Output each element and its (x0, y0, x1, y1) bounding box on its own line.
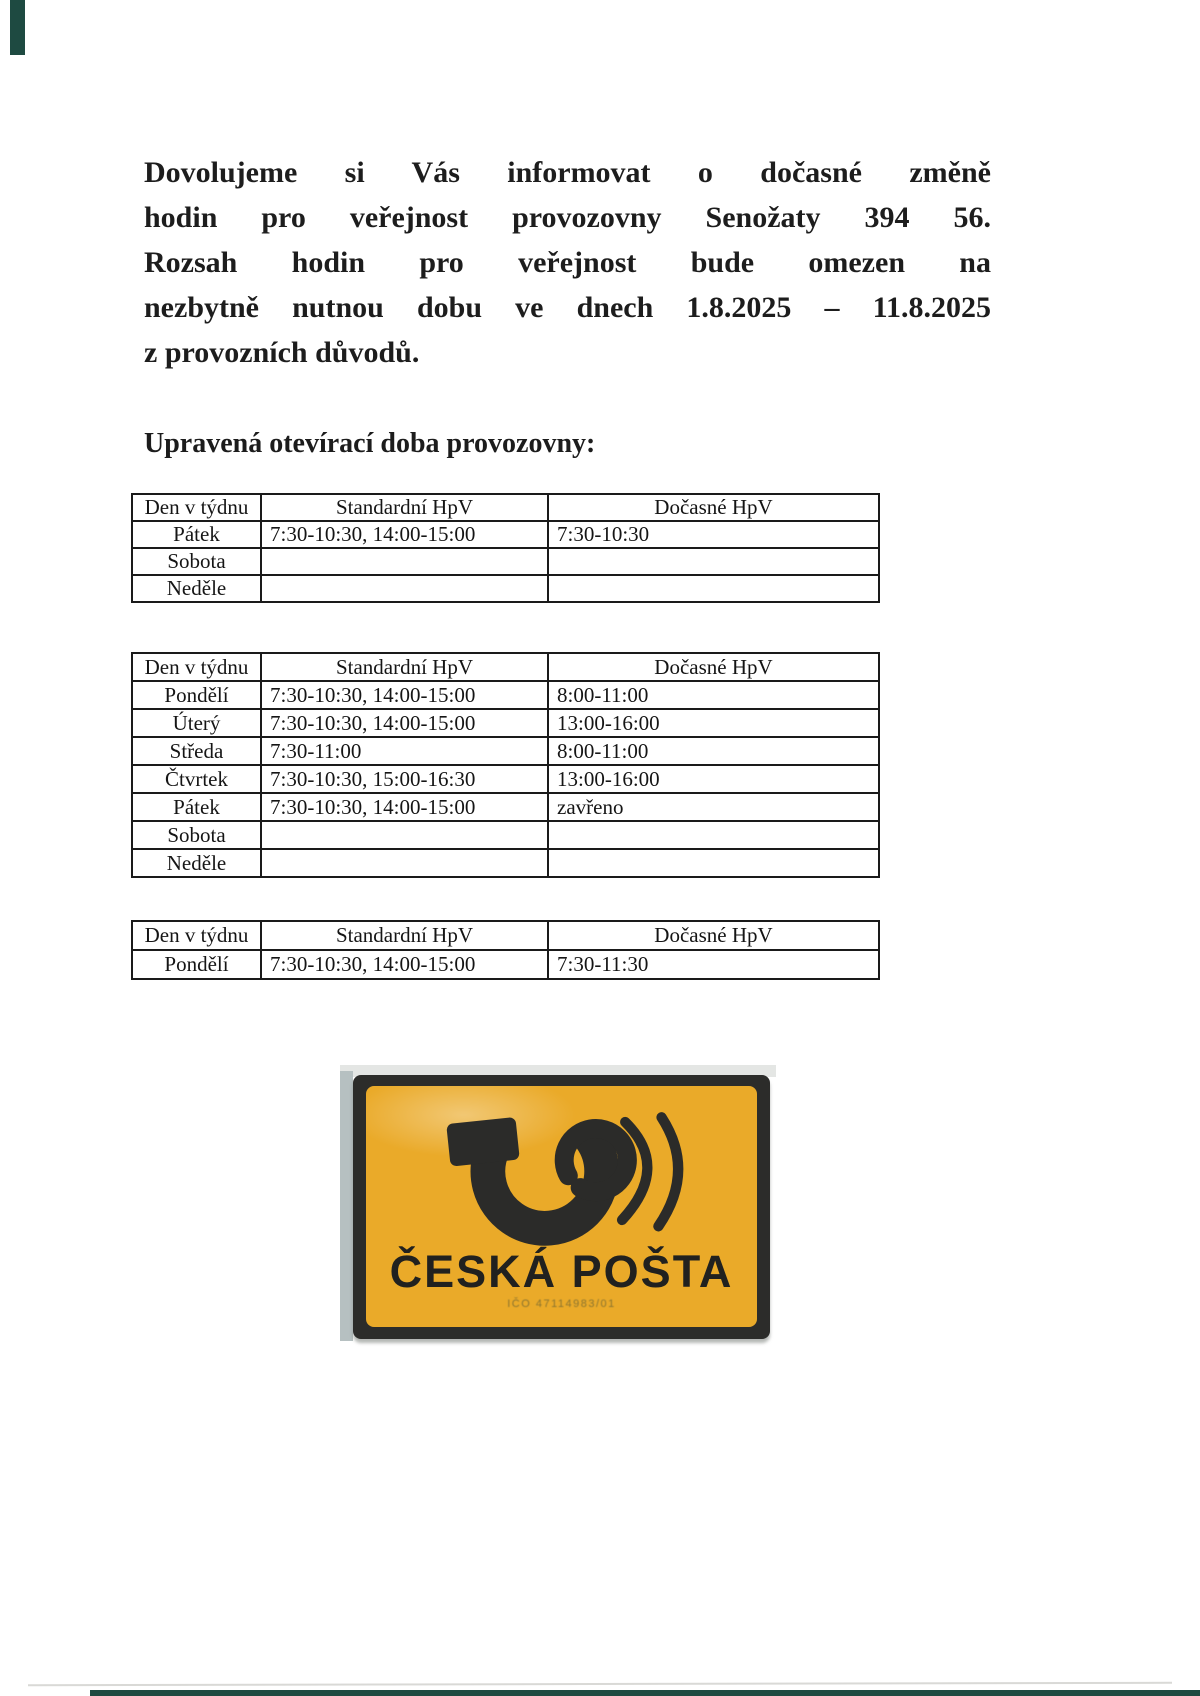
table-cell-day: Pondělí (132, 681, 261, 709)
header-standard-hpv: Standardní HpV (261, 653, 548, 681)
sign-face (366, 1086, 757, 1327)
table-cell-standard: 7:30-10:30, 14:00-15:00 (261, 521, 548, 548)
table-cell-temporary (548, 849, 879, 877)
table-cell-day: Sobota (132, 548, 261, 575)
table-cell-day: Neděle (132, 849, 261, 877)
table-row (132, 521, 879, 548)
table-cell-day: Pátek (132, 793, 261, 821)
table-cell-standard (261, 849, 548, 877)
table-cell-temporary: 7:30-10:30 (548, 521, 879, 548)
intro-line: hodin pro veřejnost provozovny Senožaty 394 56. (144, 201, 991, 234)
table-cell-temporary: 8:00-11:00 (548, 737, 879, 765)
schedule-table-friday (131, 493, 880, 603)
table-cell-standard: 7:30-11:00 (261, 737, 548, 765)
ico-text: IČO 47114983/01 (507, 1298, 616, 1310)
header-temporary-hpv: Dočasné HpV (548, 653, 879, 681)
table-row (132, 709, 879, 737)
table-header-row (132, 653, 879, 681)
table-cell-standard (261, 575, 548, 602)
intro-line: Dovolujeme si Vás informovat o dočasné změně (144, 156, 991, 189)
table-cell-temporary: 13:00-16:00 (548, 709, 879, 737)
header-temporary-hpv: Dočasné HpV (548, 494, 879, 521)
intro-line: z provozních důvodů. (144, 336, 420, 369)
table-cell-temporary: 13:00-16:00 (548, 765, 879, 793)
table-cell-standard: 7:30-10:30, 14:00-15:00 (261, 950, 548, 979)
table-row (132, 765, 879, 793)
intro-paragraph (144, 150, 991, 375)
table-row (132, 849, 879, 877)
table-row (132, 548, 879, 575)
sign-frame (353, 1075, 770, 1339)
schedule-table-monday (131, 920, 880, 980)
photo-edge-strip (340, 1071, 353, 1341)
ceska-posta-logo-photo (340, 1065, 776, 1347)
scan-artifact-bottom-line (28, 1682, 1172, 1686)
table-cell-standard: 7:30-10:30, 14:00-15:00 (261, 709, 548, 737)
header-day: Den v týdnu (132, 494, 261, 521)
table-row (132, 737, 879, 765)
table-cell-standard: 7:30-10:30, 15:00-16:30 (261, 765, 548, 793)
table-cell-standard: 7:30-10:30, 14:00-15:00 (261, 793, 548, 821)
table-header-row (132, 494, 879, 521)
header-day: Den v týdnu (132, 653, 261, 681)
table-cell-day: Neděle (132, 575, 261, 602)
header-day: Den v týdnu (132, 921, 261, 950)
table-row (132, 950, 879, 979)
brand-text: ČESKÁ POŠTA (389, 1246, 734, 1297)
table-cell-day: Úterý (132, 709, 261, 737)
table-cell-standard (261, 821, 548, 849)
schedule-table-week (131, 652, 880, 878)
table-cell-temporary: zavřeno (548, 793, 879, 821)
table-cell-temporary: 8:00-11:00 (548, 681, 879, 709)
table-row (132, 681, 879, 709)
intro-line: nezbytně nutnou dobu ve dnech 1.8.2025 – 11.8.2025 (144, 291, 991, 324)
table-header-row (132, 921, 879, 950)
table-cell-standard: 7:30-10:30, 14:00-15:00 (261, 681, 548, 709)
table-cell-temporary (548, 575, 879, 602)
table-cell-temporary (548, 548, 879, 575)
table-row (132, 575, 879, 602)
table-cell-day: Středa (132, 737, 261, 765)
post-horn-icon (390, 1092, 734, 1250)
header-standard-hpv: Standardní HpV (261, 921, 548, 950)
table-cell-day: Pátek (132, 521, 261, 548)
scan-artifact-bottom-edge (90, 1690, 1200, 1696)
table-row (132, 821, 879, 849)
table-cell-day: Sobota (132, 821, 261, 849)
table-cell-temporary: 7:30-11:30 (548, 950, 879, 979)
scan-artifact-corner-mark (10, 0, 25, 55)
table-row (132, 793, 879, 821)
table-cell-standard (261, 548, 548, 575)
table-cell-temporary (548, 821, 879, 849)
table-cell-day: Pondělí (132, 950, 261, 979)
header-standard-hpv: Standardní HpV (261, 494, 548, 521)
table-cell-day: Čtvrtek (132, 765, 261, 793)
header-temporary-hpv: Dočasné HpV (548, 921, 879, 950)
intro-line: Rozsah hodin pro veřejnost bude omezen na (144, 246, 991, 279)
section-heading: Upravená otevírací doba provozovny: (144, 428, 596, 459)
